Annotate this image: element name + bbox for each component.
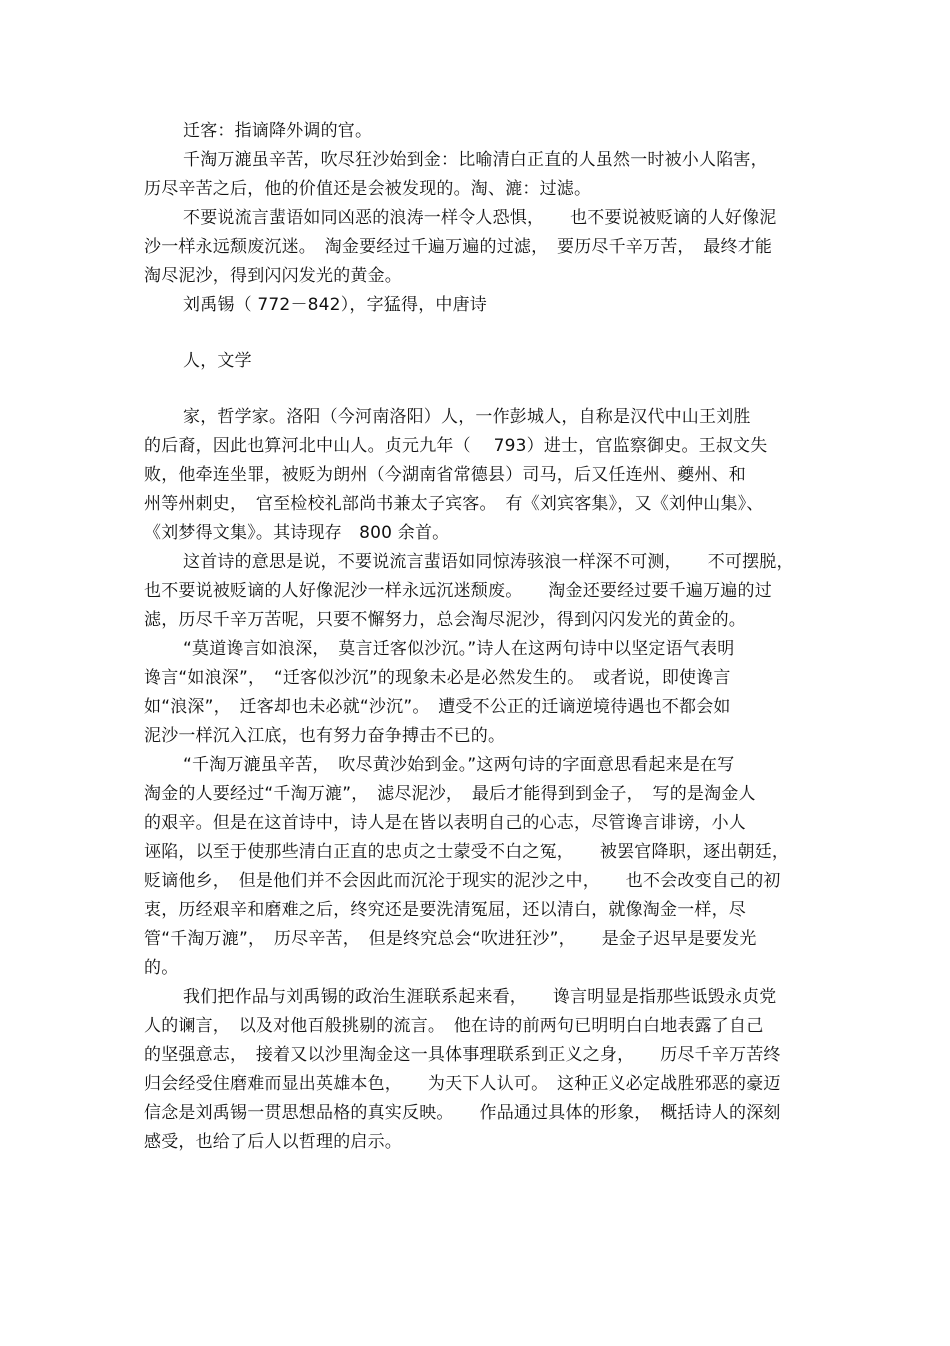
- text-line: 如“浪深”， 迁客却也未必就“沙沉”。 遭受不公正的迁谪逆境待遇也不都会如: [144, 697, 731, 717]
- text-line: 《刘梦得文集》。其诗现存 800 余首。: [144, 523, 450, 543]
- text-line: 贬谪他乡， 但是他们并不会因此而沉沦于现实的泥沙之中， 也不会改变自己的初: [144, 871, 781, 891]
- text-line: 管“千淘万漉”， 历尽辛苦， 但是终究总会“吹进狂沙”， 是金子迟早是要发光: [144, 929, 757, 949]
- text-line: 衷，历经艰辛和磨难之后，终究还是要洗清冤屈，还以清白，就像淘金一样，尽: [144, 900, 746, 920]
- text-line: 千淘万漉虽辛苦，吹尽狂沙始到金：比喻清白正直的人虽然一时被小人陷害，: [183, 150, 768, 170]
- text-line: 败，他牵连坐罪，被贬为朗州（今湖南省常德县）司马，后又任连州、夔州、和: [144, 465, 746, 485]
- text-line: 沙一样永远颓废沉迷。 淘金要经过千遍万遍的过滤， 要历尽千辛万苦， 最终才能: [144, 237, 773, 257]
- text-line: 信念是刘禹锡一贯思想品格的真实反映。 作品通过具体的形象， 概括诗人的深刻: [144, 1103, 781, 1123]
- text-line: 的坚强意志， 接着又以沙里淘金这一具体事理联系到正义之身， 历尽千辛万苦终: [144, 1045, 781, 1065]
- text-line: 州等州刺史， 官至检校礼部尚书兼太子宾客。 有《刘宾客集》，又《刘仲山集》、: [144, 494, 764, 514]
- text-line: 滤，历尽千辛万苦呢，只要不懈努力，总会淘尽泥沙，得到闪闪发光的黄金的。: [144, 610, 746, 630]
- text-line: 淘金的人要经过“千淘万漉”， 滤尽泥沙， 最后才能得到到金子， 写的是淘金人: [144, 784, 756, 804]
- text-line: 家，哲学家。洛阳（今河南洛阳）人，一作彭城人，自称是汉代中山王刘胜: [183, 407, 751, 427]
- text-line: 的后裔，因此也算河北中山人。贞元九年（ 793）进士，官监察御史。王叔文失: [144, 436, 768, 456]
- text-line: 泥沙一样沉入江底，也有努力奋争搏击不已的。: [144, 726, 506, 746]
- text-line: 归会经受住磨难而显出英雄本色， 为天下人认可。 这种正义必定战胜邪恶的豪迈: [144, 1074, 781, 1094]
- text-line: 也不要说被贬谪的人好像泥沙一样永远沉迷颓废。 淘金还要经过要千遍万遍的过: [144, 581, 772, 601]
- text-line: 人的谰言， 以及对他百般挑剔的流言。 他在诗的前两句已明明白白地表露了自己: [144, 1016, 764, 1036]
- text-line: 这首诗的意思是说，不要说流言蜚语如同惊涛骇浪一样深不可测， 不可摆脱，: [183, 552, 794, 572]
- text-line: “莫道谗言如浪深， 莫言迁客似沙沉。”诗人在这两句诗中以坚定语气表明: [183, 639, 735, 659]
- text-line: 的艰辛。但是在这首诗中，诗人是在皆以表明自己的心志，尽管谗言诽谤，小人: [144, 813, 746, 833]
- text-line: 我们把作品与刘禹锡的政治生涯联系起来看， 谗言明显是指那些诋毁永贞党: [183, 987, 777, 1007]
- text-line: 迁客：指谪降外调的官。: [183, 121, 373, 141]
- text-line: 诬陷，以至于使那些清白正直的忠贞之士蒙受不白之冤， 被罢官降职，逐出朝廷，: [144, 842, 790, 862]
- text-line: 刘禹锡（ 772－842），字猛得，中唐诗: [183, 295, 487, 315]
- text-line: 淘尽泥沙，得到闪闪发光的黄金。: [144, 266, 402, 286]
- text-line: 人，文学: [183, 351, 252, 371]
- text-line: 不要说流言蜚语如同凶恶的浪涛一样令人恐惧， 也不要说被贬谪的人好像泥: [183, 208, 777, 228]
- text-line: “千淘万漉虽辛苦， 吹尽黄沙始到金。”这两句诗的字面意思看起来是在写: [183, 755, 735, 775]
- text-line: 历尽辛苦之后，他的价值还是会被发现的。淘、漉：过滤。: [144, 179, 592, 199]
- text-line: 感受，也给了后人以哲理的启示。: [144, 1132, 402, 1152]
- text-line: 的。: [144, 958, 179, 978]
- text-line: 谗言“如浪深”， “迁客似沙沉”的现象未必是必然发生的。 或者说，即使谗言: [144, 668, 731, 688]
